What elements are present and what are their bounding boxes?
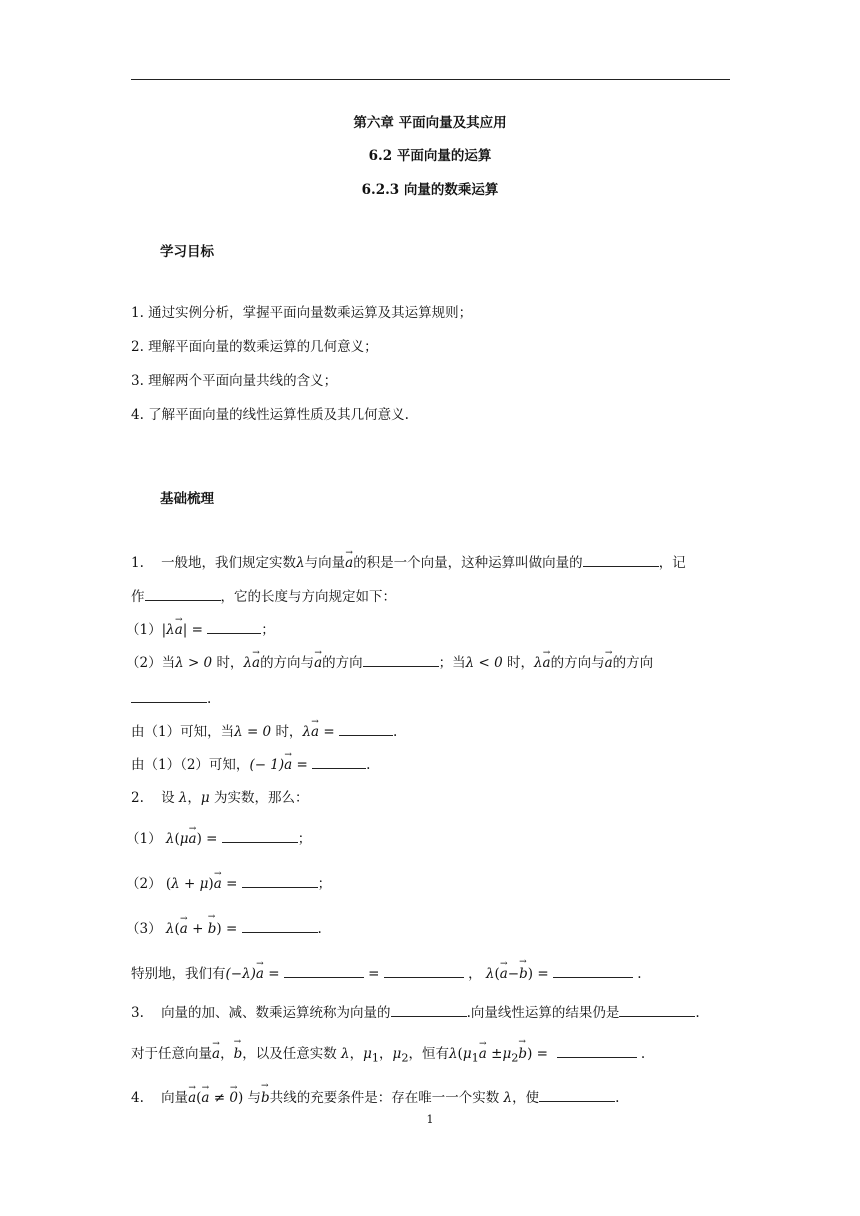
vector-a: → a <box>214 874 222 894</box>
text: ，恒有 <box>408 1046 449 1062</box>
blank[interactable] <box>312 754 366 769</box>
text: （1） <box>126 622 162 638</box>
q2-item-3 <box>126 918 322 939</box>
text: 的方向 <box>612 655 654 671</box>
q2-item-1 <box>126 828 311 849</box>
q2-special <box>131 963 642 984</box>
text: ≠ <box>213 1090 226 1106</box>
text: ， <box>349 1046 364 1062</box>
text: （3） <box>126 921 162 937</box>
text: μ <box>502 1046 512 1062</box>
vector-a: → a <box>284 755 292 775</box>
blank[interactable] <box>539 1087 615 1102</box>
text: ( <box>165 876 172 892</box>
text: μ <box>462 1046 472 1062</box>
text: ( <box>494 966 500 982</box>
text: λ <box>485 966 495 982</box>
text: ，记 <box>658 555 686 571</box>
text: λ <box>178 790 188 806</box>
vector-a: → a <box>180 919 188 939</box>
text: 对于任意向量 <box>131 1046 212 1062</box>
text: (−λ) <box>225 966 256 982</box>
text: （2） <box>126 655 162 671</box>
text: | = <box>182 622 203 638</box>
blank[interactable] <box>619 1002 695 1017</box>
chapter-title: 第六章 平面向量及其应用 <box>353 115 507 131</box>
basics-heading: 基础梳理 <box>160 491 214 507</box>
text: μ <box>363 1046 372 1062</box>
q3-line-1 <box>131 1002 700 1023</box>
text: + <box>192 921 204 937</box>
text: λ <box>165 831 175 847</box>
q1-item-2 <box>126 652 653 673</box>
text: ，使 <box>512 1090 540 1106</box>
q1-line-2 <box>131 586 396 607</box>
text: 2 <box>511 1051 519 1065</box>
text: . <box>317 921 322 937</box>
text: . <box>615 1090 620 1106</box>
text: 一般地，我们规定实数 <box>161 555 297 571</box>
blank[interactable] <box>242 873 318 888</box>
text: ( <box>457 1046 463 1062</box>
text: = <box>225 921 238 937</box>
text: μ <box>200 790 210 806</box>
q4-line <box>131 1087 619 1108</box>
page-number: 1 <box>426 1113 434 1126</box>
text: ) <box>527 966 534 982</box>
text: μ <box>199 876 209 892</box>
text: 1 <box>471 1051 479 1065</box>
blank[interactable] <box>284 963 364 978</box>
q1-number: 1. <box>131 555 144 571</box>
text: 特别地，我们有 <box>131 966 226 982</box>
text: 为实数，那么： <box>214 790 309 806</box>
text: λ = 0 <box>234 724 272 740</box>
text: ) <box>196 831 202 847</box>
vector-a: → a <box>212 1044 220 1064</box>
blank[interactable] <box>583 552 659 567</box>
vector-b: → b <box>519 964 528 984</box>
text: 时， <box>506 655 534 671</box>
text: λ <box>533 655 543 671</box>
q4-number: 4. <box>131 1090 144 1106</box>
section-title: 6.2 平面向量的运算 <box>368 148 492 164</box>
text: ( <box>196 1090 202 1106</box>
vector-a: → a <box>311 722 319 742</box>
blank[interactable] <box>242 918 318 933</box>
text: 的方向与 <box>550 655 605 671</box>
vector-a: → a <box>314 653 322 673</box>
vector-a: → a <box>543 653 551 673</box>
text: (− 1) <box>249 757 285 773</box>
text: （2） <box>126 876 162 892</box>
vector-a: → a <box>256 964 264 984</box>
text: λ <box>448 1046 458 1062</box>
text: 设 <box>161 790 175 806</box>
text: . <box>366 757 371 773</box>
q3-number: 3. <box>131 1005 144 1021</box>
text: ， <box>379 1046 393 1062</box>
text: − <box>507 966 520 982</box>
vector-a: → a <box>605 653 613 673</box>
text: 时， <box>216 655 244 671</box>
text: 1 <box>371 1051 380 1065</box>
vector-a: → a <box>175 620 183 640</box>
text: ) <box>208 876 214 892</box>
vector-a: → a <box>252 653 260 673</box>
text: 的积是一个向量，这种运算叫做向量的 <box>353 555 583 571</box>
text: λ <box>503 1090 513 1106</box>
text: 向量 <box>161 1090 189 1106</box>
text: （1） <box>126 831 162 847</box>
text: λ <box>165 921 175 937</box>
text: . <box>207 691 212 707</box>
text: ， <box>220 1046 234 1062</box>
blank[interactable] <box>339 721 393 736</box>
text: ( <box>174 921 180 937</box>
header-rule <box>131 79 730 80</box>
text: 由（1）可知，当 <box>131 724 235 740</box>
text: 共线的充要条件是：存在唯一一个实数 <box>269 1090 500 1106</box>
q1-from-2 <box>131 754 370 775</box>
lambda-symbol: λ <box>296 555 305 571</box>
text: ； <box>317 876 332 892</box>
q1-from-1 <box>131 721 397 742</box>
text: 作 <box>131 589 145 605</box>
text: ( <box>174 831 180 847</box>
text: λ <box>243 655 252 671</box>
text: 的方向 <box>322 655 363 671</box>
text: = <box>323 724 335 740</box>
text: ； <box>297 831 312 847</box>
blank[interactable] <box>553 963 633 978</box>
text: . <box>392 724 398 740</box>
vector-a: → a <box>189 829 197 849</box>
text: 与向量 <box>304 555 346 571</box>
text: = <box>226 876 238 892</box>
text: ) <box>216 921 222 937</box>
goal-item-2: 2. 理解平面向量的数乘运算的几何意义； <box>131 339 378 355</box>
text: μ <box>179 831 189 847</box>
text: 向量的加、减、数乘运算统称为向量的 <box>161 1005 391 1021</box>
text: = <box>537 966 549 982</box>
goal-item-3: 3. 理解两个平面向量共线的含义； <box>131 373 338 389</box>
vector-a: → a <box>188 1088 196 1108</box>
text: μ <box>392 1046 402 1062</box>
text: = <box>536 1046 548 1062</box>
text: = <box>296 757 308 773</box>
text: |λ <box>161 622 175 638</box>
text: 时， <box>275 724 303 740</box>
blank[interactable] <box>145 586 221 601</box>
text: 的方向与 <box>260 655 315 671</box>
blank[interactable] <box>557 1043 637 1058</box>
text: + <box>184 876 196 892</box>
blank[interactable] <box>207 619 261 634</box>
text: ，以及任意实数 <box>242 1046 337 1062</box>
q2-item-2 <box>126 873 331 894</box>
text: λ > 0 <box>175 655 213 671</box>
blank[interactable] <box>384 963 464 978</box>
text: λ <box>171 876 180 892</box>
vector-a: → a <box>345 553 353 573</box>
subsection-title: 6.2.3 向量的数乘运算 <box>361 182 499 198</box>
q1-line-1 <box>131 552 686 573</box>
text: . <box>695 1005 700 1021</box>
text: 2 <box>401 1051 409 1065</box>
text: λ < 0 <box>465 655 503 671</box>
text: = <box>206 831 218 847</box>
goal-item-4: 4. 了解平面向量的线性运算性质及其几何意义. <box>131 407 409 423</box>
text: = <box>368 966 380 982</box>
text: ) <box>527 1046 533 1062</box>
q2-intro <box>131 788 309 808</box>
q1-item-1 <box>126 619 275 640</box>
text: ，它的长度与方向规定如下： <box>220 589 396 605</box>
blank[interactable] <box>131 688 207 703</box>
blank[interactable] <box>391 1002 467 1017</box>
vector-b: → b <box>261 1088 270 1108</box>
vector-b: → b <box>518 1044 527 1064</box>
zero-vector: → 0 <box>229 1088 238 1108</box>
text: .向量线性运算的结果仍是 <box>466 1005 620 1021</box>
text: ， <box>187 790 201 806</box>
blank[interactable] <box>222 828 298 843</box>
q3-line-2 <box>131 1043 645 1069</box>
text: 与 <box>247 1090 262 1106</box>
text: λ <box>302 724 311 740</box>
blank[interactable] <box>363 652 439 667</box>
text: 由（1）（2）可知， <box>131 757 250 773</box>
text: . <box>637 966 642 982</box>
vector-b: → b <box>234 1044 243 1064</box>
text: ； <box>261 622 275 638</box>
vector-b: → b <box>208 919 217 939</box>
text: = <box>268 966 280 982</box>
vector-a: → a <box>201 1088 209 1108</box>
q1-item-2-cont <box>131 688 211 709</box>
goal-item-1: 1. 通过实例分析，掌握平面向量数乘运算及其运算规则； <box>131 305 473 321</box>
text: ± <box>491 1046 503 1062</box>
text: 当 <box>161 655 176 671</box>
vector-a: → a <box>500 964 508 984</box>
text: ) <box>237 1090 244 1106</box>
goals-heading: 学习目标 <box>160 244 214 260</box>
text: . <box>640 1046 646 1062</box>
text: ；当 <box>438 655 466 671</box>
text: λ <box>341 1046 350 1062</box>
q2-number: 2. <box>131 790 144 806</box>
text: ， <box>468 966 482 982</box>
vector-a: → a <box>479 1044 487 1064</box>
